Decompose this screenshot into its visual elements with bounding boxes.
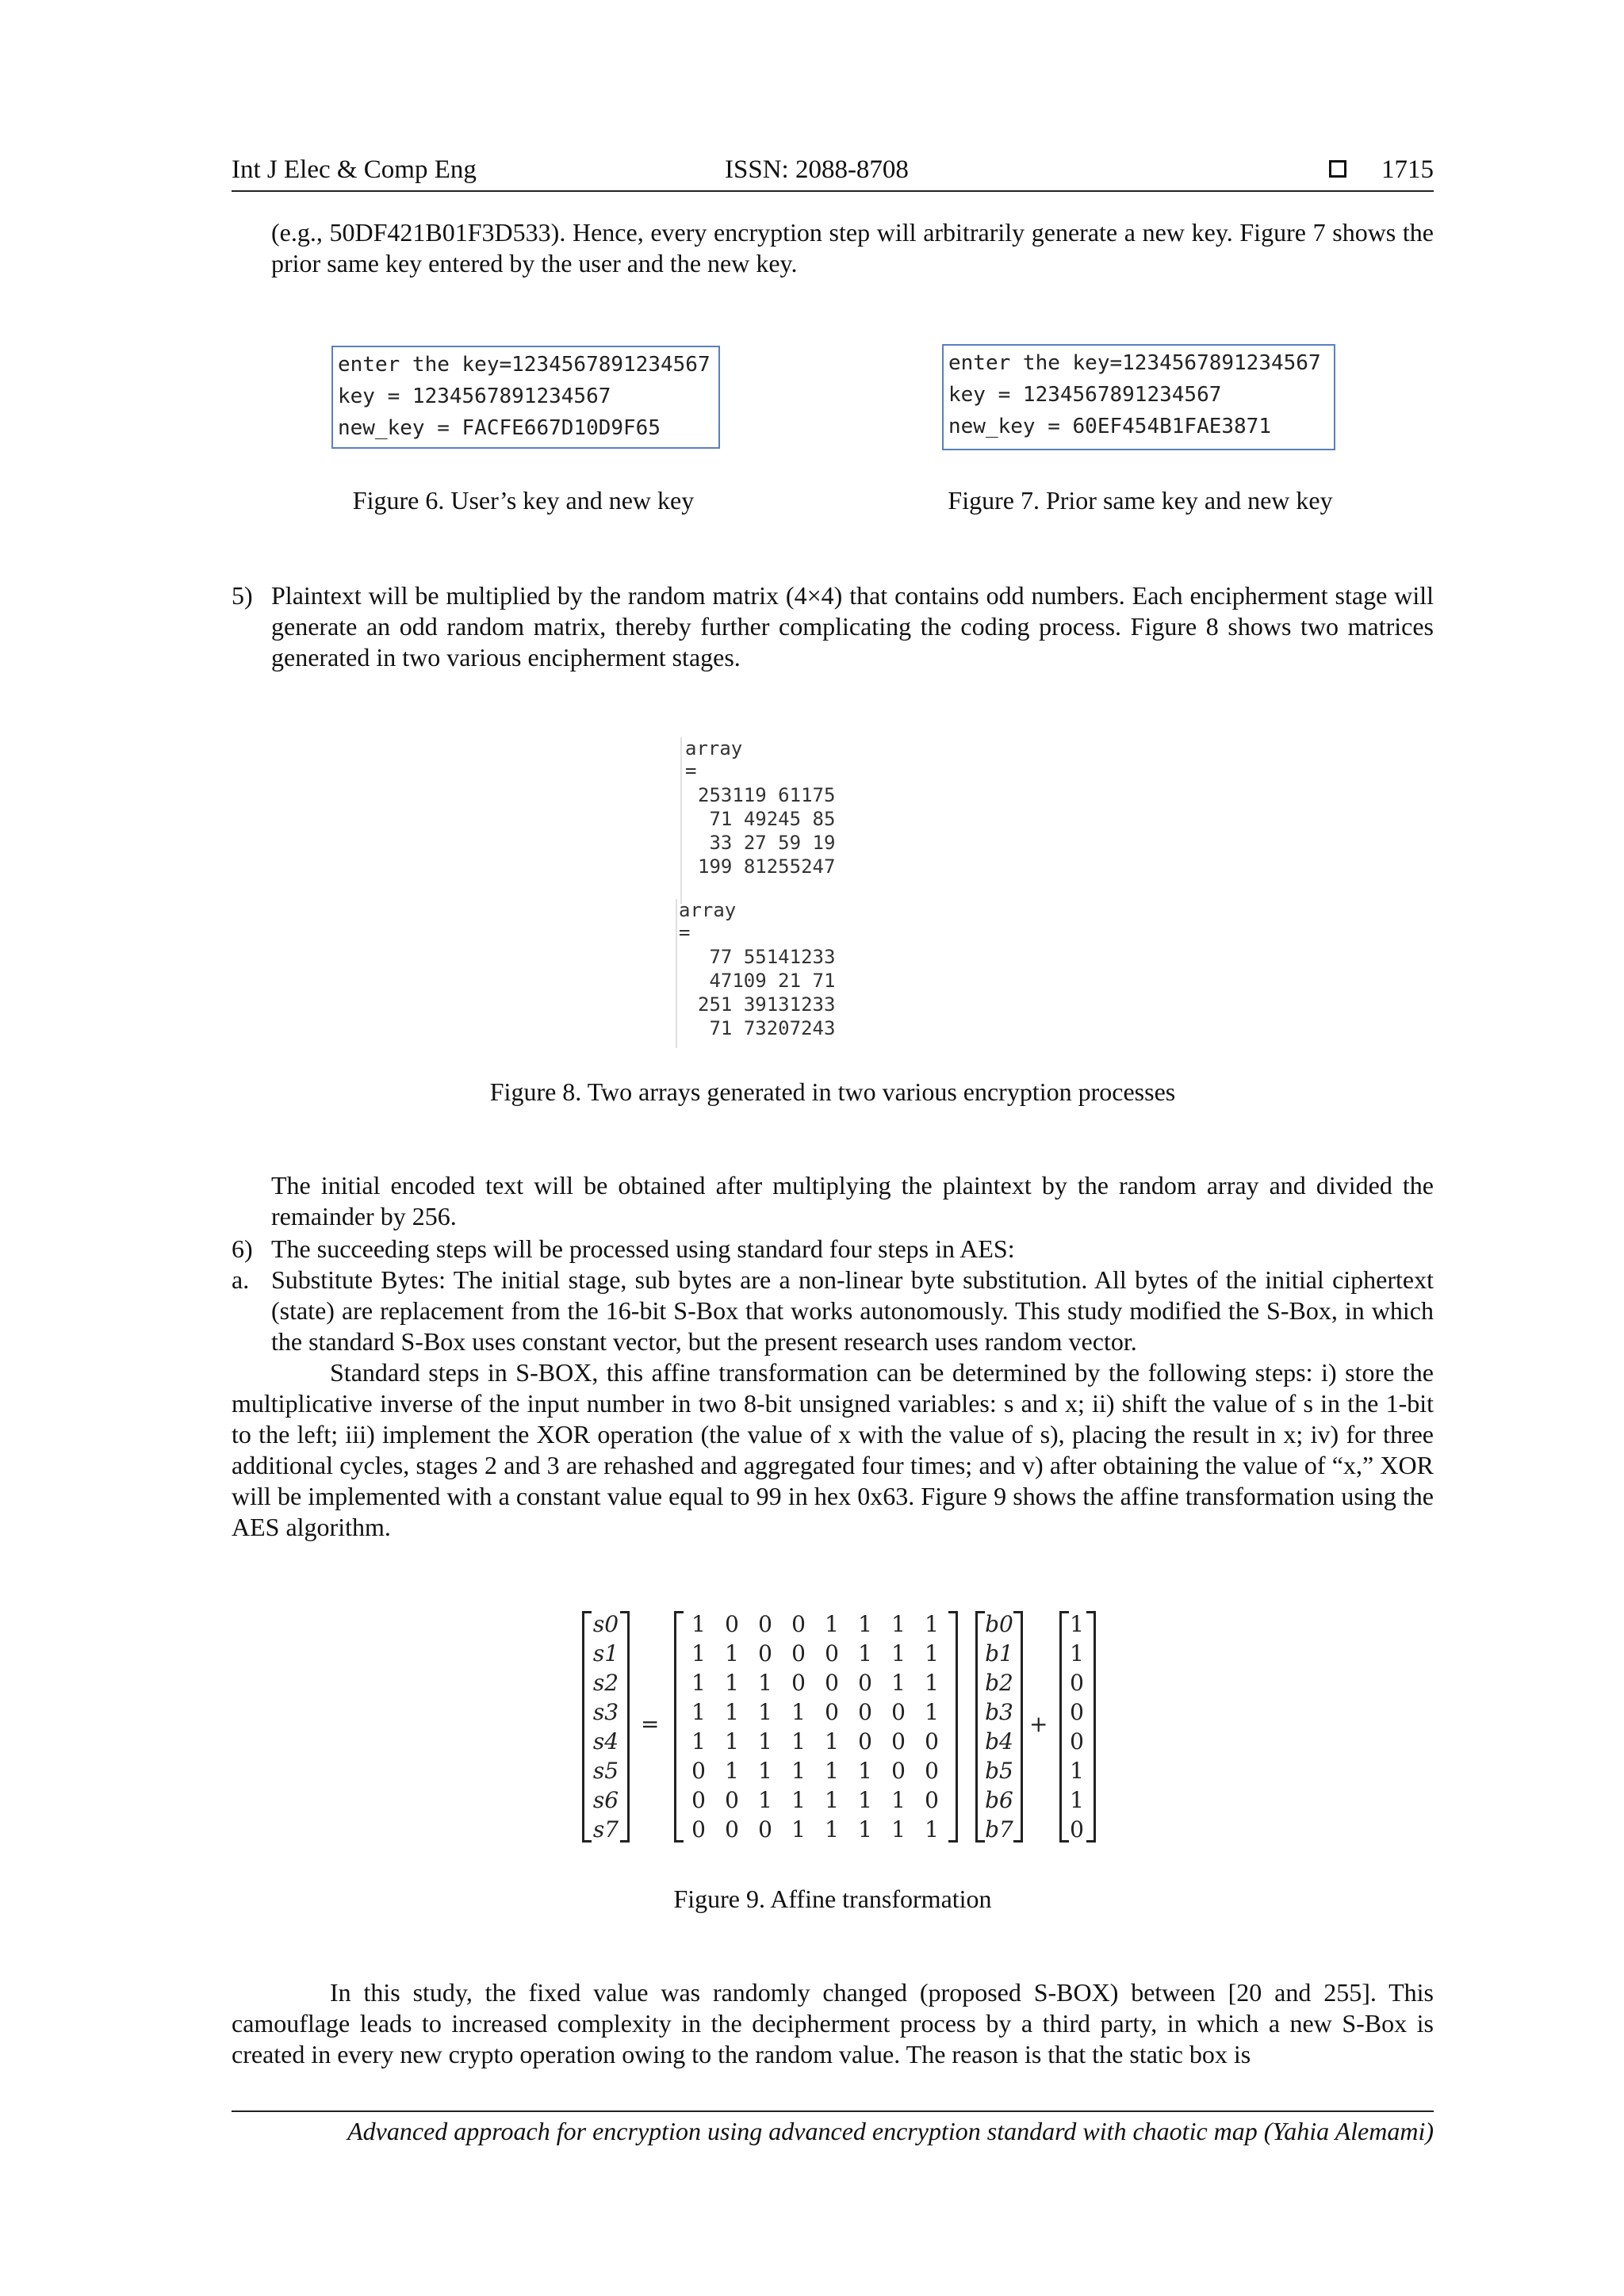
table-row: [682, 1609, 948, 1639]
matrix-cell: 0: [758, 1816, 772, 1843]
table-row: [985, 1639, 1013, 1668]
item-5-text: Plaintext will be multiplied by the random matrix (4×4) that contains odd numbers. Each encipherment stage will generate an odd random matrix, thereby further complicating the coding process. Figure 8 shows two matrices generated in two various encipherment stages.: [271, 581, 1434, 672]
matrix-cell: 1: [858, 1611, 872, 1637]
table-row: [592, 1785, 620, 1815]
b-element: b5: [985, 1758, 1013, 1784]
array-cell: 49: [743, 808, 767, 830]
matrix-cell: 1: [825, 1787, 839, 1813]
list-number: 5): [232, 581, 253, 610]
matrix-cell: 0: [858, 1728, 872, 1755]
matrix-cell: 1: [925, 1816, 939, 1843]
matrix-cell: 0: [691, 1816, 706, 1843]
array-cell: 233: [801, 993, 836, 1016]
matrix-cell: 1: [825, 1611, 839, 1637]
b-vector: [985, 1609, 1013, 1844]
figure-6-caption: Figure 6. User’s key and new key: [352, 486, 695, 515]
matrix-cell: 1: [925, 1699, 939, 1725]
matrix-cell: 0: [825, 1640, 839, 1667]
running-header: [232, 155, 1434, 192]
matrix-cell: 0: [925, 1787, 939, 1813]
array-cell: 71: [709, 1017, 733, 1039]
array-cell: 199: [698, 855, 733, 878]
matrix-cell: 1: [691, 1670, 706, 1696]
table-row: [592, 1815, 620, 1844]
matrix-cell: 1: [691, 1640, 706, 1667]
s-element: s1: [592, 1640, 619, 1667]
array-cell: 251: [698, 993, 733, 1016]
matrix-cell: 1: [825, 1758, 839, 1784]
table-row: [592, 1668, 620, 1697]
table-row: [1067, 1609, 1086, 1639]
matrix-cell: 0: [891, 1699, 906, 1725]
matrix-cell: 1: [691, 1611, 706, 1637]
constant-element: 1: [1070, 1787, 1084, 1813]
constant-element: 0: [1070, 1728, 1084, 1755]
table-row: [682, 1815, 948, 1844]
divider-line: [676, 899, 677, 1048]
b-element: b4: [985, 1728, 1013, 1755]
matrix-cell: 1: [825, 1728, 839, 1755]
table-row: [1067, 1668, 1086, 1697]
matrix-cell: 0: [725, 1611, 739, 1637]
matrix-cell: 0: [725, 1787, 739, 1813]
matrix-cell: 0: [925, 1728, 939, 1755]
table-row: [592, 1727, 620, 1756]
equals-sign: =: [641, 1711, 660, 1737]
figure-8-caption: Figure 8. Two arrays generated in two various encryption processes: [489, 1077, 1176, 1106]
matrix-cell: 1: [791, 1816, 806, 1843]
running-footer: [232, 2110, 1434, 2145]
right-bracket: [1086, 1611, 1096, 1843]
table-row: [985, 1756, 1013, 1785]
array-1-table: [698, 783, 835, 878]
matrix-cell: 1: [891, 1670, 906, 1696]
matrix-cell: 1: [758, 1787, 772, 1813]
console-line: new_key = 60EF454B1FAE3871: [948, 415, 1271, 438]
table-row: [682, 1668, 948, 1697]
table-row: [1067, 1697, 1086, 1727]
array-cell: 233: [801, 946, 836, 968]
table-row: [698, 993, 835, 1016]
table-row: [1067, 1815, 1086, 1844]
array-cell: 245: [766, 808, 802, 830]
array-cell: 119: [732, 784, 767, 806]
s-element: s6: [592, 1787, 619, 1813]
matrix-cell: 0: [791, 1640, 806, 1667]
table-row: [985, 1727, 1013, 1756]
table-row: [682, 1727, 948, 1756]
matrix-cell: 1: [858, 1816, 872, 1843]
matrix-cell: 0: [691, 1787, 706, 1813]
array-label: array =: [685, 737, 743, 782]
matrix-cell: 1: [725, 1670, 739, 1696]
square-icon: [1329, 160, 1346, 178]
constant-element: 1: [1070, 1758, 1084, 1784]
console-line: key = 1234567891234567: [338, 385, 611, 408]
b-element: b3: [985, 1699, 1013, 1725]
array-cell: 55: [743, 946, 767, 968]
matrix-cell: 1: [891, 1640, 906, 1667]
matrix-cell: 1: [791, 1787, 806, 1813]
array-cell: 243: [801, 1017, 836, 1039]
table-row: [1067, 1785, 1086, 1815]
matrix-cell: 1: [758, 1728, 772, 1755]
figure-9-caption: Figure 9. Affine transformation: [673, 1885, 992, 1913]
constant-element: 0: [1070, 1816, 1084, 1843]
s-element: s3: [592, 1699, 619, 1725]
b-element: b1: [985, 1640, 1013, 1667]
constant-element: 0: [1070, 1699, 1084, 1725]
console-line: enter the key=1234567891234567: [948, 351, 1321, 375]
table-row: [592, 1639, 620, 1668]
matrix-cell: 0: [825, 1699, 839, 1725]
table-row: [698, 831, 835, 855]
table-row: [698, 1016, 835, 1040]
array-cell: 81: [743, 855, 767, 878]
array-label: array =: [679, 899, 737, 943]
right-bracket: [620, 1611, 630, 1843]
constant-element: 1: [1070, 1611, 1084, 1637]
table-row: [985, 1609, 1013, 1639]
table-row: [698, 969, 835, 993]
array-cell: 73: [743, 1017, 767, 1039]
constant-element: 1: [1070, 1640, 1084, 1667]
table-row: [682, 1639, 948, 1668]
matrix-cell: 1: [691, 1728, 706, 1755]
sbox-paragraph: Standard steps in S-BOX, this affine transformation can be determined by the following steps: i) store the multiplicative inverse of the input number in two 8-bit unsigned variables: s and x; ii) shift the value of s in the 1-bit to the left; iii) implement the XOR operation (the value of x with the value of s), placing the result in x; iv) for three additional cycles, stages 2 and 3 are rehashed and aggregated four times; and v) after obtaining the value of “x,” XOR will be implemented with a constant value equal to 99 in hex 0x63. Figure 9 shows the affine transformation using the AES algorithm.: [232, 1358, 1434, 1541]
matrix-cell: 1: [725, 1728, 739, 1755]
matrix-cell: 0: [725, 1816, 739, 1843]
console-line: key = 1234567891234567: [948, 383, 1222, 407]
s-element: s4: [592, 1728, 619, 1755]
array-cell: 253: [698, 784, 733, 806]
list-number: a.: [232, 1265, 250, 1294]
table-row: [682, 1756, 948, 1785]
table-row: [985, 1785, 1013, 1815]
constant-vector: [1067, 1609, 1086, 1844]
array-cell: 71: [709, 808, 733, 830]
table-row: [985, 1815, 1013, 1844]
matrix-cell: 0: [925, 1758, 939, 1784]
matrix-cell: 1: [858, 1758, 872, 1784]
array-cell: 175: [801, 784, 836, 806]
array-cell: 71: [812, 970, 836, 992]
b-element: b2: [985, 1670, 1013, 1696]
matrix-cell: 1: [725, 1640, 739, 1667]
array-cell: 77: [709, 946, 733, 968]
table-row: [592, 1756, 620, 1785]
matrix-cell: 1: [891, 1611, 906, 1637]
array-cell: 21: [778, 970, 802, 992]
final-paragraph: In this study, the fixed value was randomly changed (proposed S-BOX) between [20 and 255]. This camouflage leads to increased complexity in the decipherment process by a third party, in which a new S-Box is created in every new crypto operation owing to the random value. The reason is that the static box is: [232, 1978, 1434, 2068]
matrix-cell: 1: [758, 1758, 772, 1784]
s-element: s2: [592, 1670, 619, 1696]
array-cell: 47: [709, 970, 733, 992]
right-bracket: [1013, 1611, 1023, 1843]
figure-6-console: [331, 346, 720, 449]
right-bracket: [948, 1611, 958, 1843]
matrix-cell: 0: [758, 1611, 772, 1637]
matrix-cell: 0: [825, 1670, 839, 1696]
matrix-cell: 1: [791, 1728, 806, 1755]
b-element: b0: [985, 1611, 1013, 1637]
array-cell: 255: [766, 855, 802, 878]
figure-7-caption: Figure 7. Prior same key and new key: [948, 486, 1333, 515]
table-row: [1067, 1756, 1086, 1785]
b-element: b6: [985, 1787, 1013, 1813]
matrix-cell: 0: [758, 1640, 772, 1667]
table-row: [682, 1785, 948, 1815]
array-cell: 247: [801, 855, 836, 878]
matrix-cell: 1: [925, 1640, 939, 1667]
b-element: b7: [985, 1816, 1013, 1843]
list-number: 6): [232, 1234, 253, 1263]
table-row: [592, 1697, 620, 1727]
plus-sign: +: [1029, 1711, 1048, 1737]
affine-matrix: [682, 1609, 948, 1844]
array-cell: 27: [743, 832, 767, 854]
table-row: [985, 1697, 1013, 1727]
item-a-text: Substitute Bytes: The initial stage, sub bytes are a non-linear byte substitution. All bytes of the initial ciphertext (state) are replacement from the 16-bit S-Box that works autonomously. This study modified the S-Box, in which the standard S-Box uses constant vector, but the present research uses random vector.: [271, 1265, 1434, 1356]
matrix-cell: 0: [858, 1670, 872, 1696]
s-element: s0: [592, 1611, 619, 1637]
array-cell: 61: [778, 784, 802, 806]
matrix-cell: 0: [791, 1611, 806, 1637]
s-element: s5: [592, 1758, 619, 1784]
table-row: [698, 855, 835, 878]
array-cell: 59: [778, 832, 802, 854]
matrix-cell: 1: [758, 1699, 772, 1725]
matrix-cell: 1: [791, 1699, 806, 1725]
matrix-cell: 1: [725, 1699, 739, 1725]
matrix-cell: 1: [725, 1758, 739, 1784]
table-row: [1067, 1639, 1086, 1668]
figure-7-console: [942, 344, 1335, 450]
array-cell: 19: [812, 832, 836, 854]
matrix-cell: 1: [891, 1816, 906, 1843]
matrix-cell: 1: [891, 1787, 906, 1813]
footer-title: Advanced approach for encryption using advanced encryption standard with chaotic map (Yahia Alemami): [347, 2117, 1434, 2145]
item-6-text: The succeeding steps will be processed using standard four steps in AES:: [271, 1234, 1015, 1263]
table-row: [698, 945, 835, 969]
page-number: 1715: [1381, 155, 1434, 184]
matrix-cell: 0: [858, 1699, 872, 1725]
left-bracket: [582, 1611, 592, 1843]
matrix-cell: 1: [858, 1640, 872, 1667]
table-row: [698, 783, 835, 807]
s-element: s7: [592, 1816, 619, 1843]
journal-name: Int J Elec & Comp Eng: [232, 155, 477, 184]
after-fig8-paragraph: The initial encoded text will be obtained after multiplying the plaintext by the random array and divided the remainder by 256.: [271, 1171, 1434, 1230]
matrix-cell: 1: [691, 1699, 706, 1725]
array-cell: 131: [766, 993, 802, 1016]
array-cell: 109: [732, 970, 767, 992]
table-row: [1067, 1727, 1086, 1756]
matrix-cell: 1: [858, 1787, 872, 1813]
array-2-table: [698, 945, 835, 1040]
array-cell: 39: [743, 993, 767, 1016]
matrix-cell: 1: [925, 1670, 939, 1696]
matrix-cell: 0: [891, 1758, 906, 1784]
matrix-cell: 1: [825, 1816, 839, 1843]
matrix-cell: 1: [925, 1611, 939, 1637]
constant-element: 0: [1070, 1670, 1084, 1696]
issn: ISSN: 2088-8708: [725, 155, 909, 184]
array-cell: 33: [709, 832, 733, 854]
console-line: new_key = FACFE667D10D9F65: [338, 416, 661, 440]
table-row: [698, 807, 835, 831]
array-cell: 85: [812, 808, 836, 830]
matrix-cell: 1: [758, 1670, 772, 1696]
table-row: [592, 1609, 620, 1639]
intro-paragraph: (e.g., 50DF421B01F3D533). Hence, every encryption step will arbitrarily generate a new key. Figure 7 shows the prior same key entered by the user and the new key.: [271, 218, 1434, 277]
table-row: [985, 1668, 1013, 1697]
array-cell: 207: [766, 1017, 802, 1039]
console-line: enter the key=1234567891234567: [338, 353, 710, 377]
divider-line: [680, 737, 682, 904]
matrix-cell: 1: [791, 1758, 806, 1784]
matrix-cell: 0: [691, 1758, 706, 1784]
array-cell: 141: [766, 946, 802, 968]
matrix-cell: 0: [891, 1728, 906, 1755]
s-vector: [592, 1609, 620, 1844]
matrix-cell: 0: [791, 1670, 806, 1696]
table-row: [682, 1697, 948, 1727]
left-bracket: [975, 1611, 985, 1843]
